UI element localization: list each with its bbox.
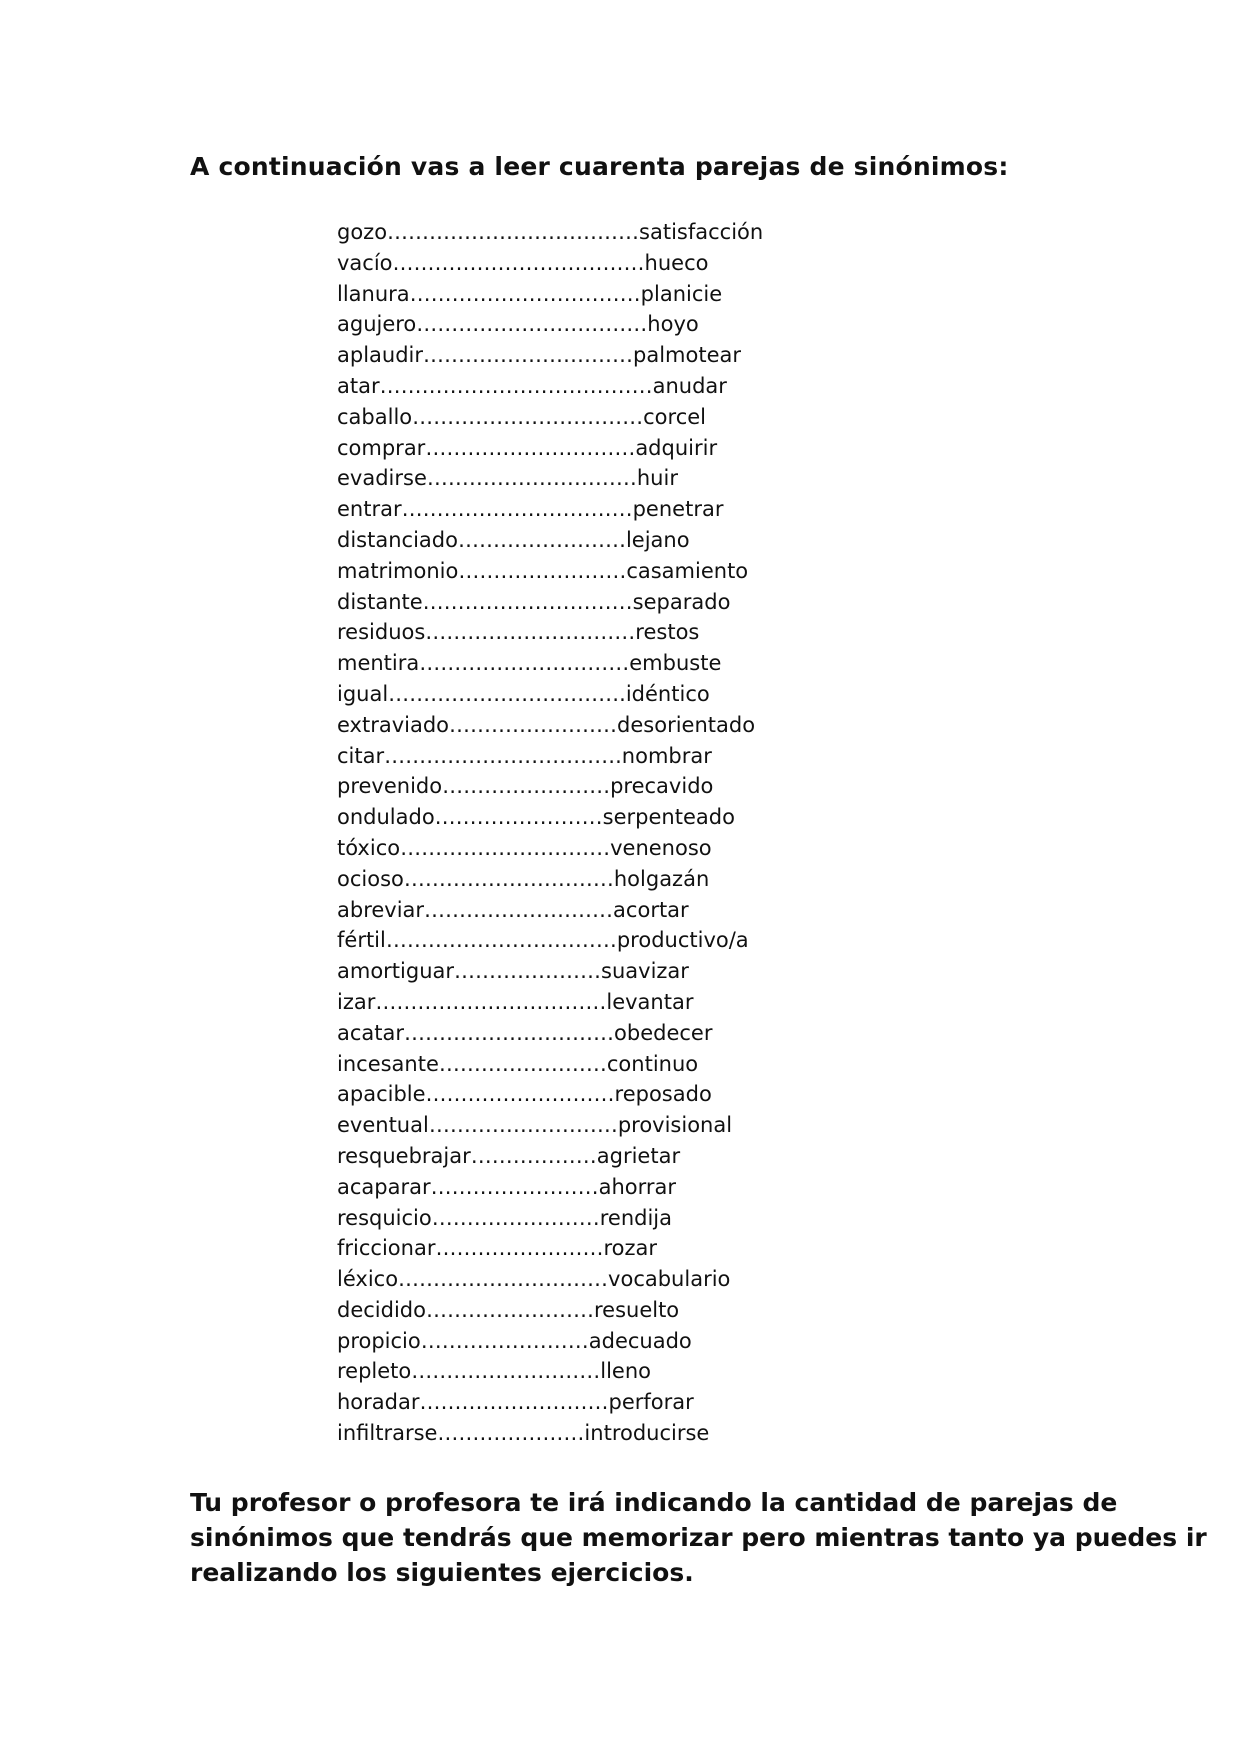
synonym-pair: eventual………………………provisional xyxy=(337,1113,733,1138)
closing-line: realizando los siguientes ejercicios. xyxy=(190,1558,694,1587)
synonym-pair: ocioso…………………………holgazán xyxy=(337,866,710,891)
synonym-pair: resquebrajar………………agrietar xyxy=(337,1143,681,1168)
synonym-pair: fértil……………………………productivo/a xyxy=(337,928,749,953)
synonym-pair: residuos…………………………restos xyxy=(337,620,700,645)
synonym-pair: llanura……………………………planicie xyxy=(337,281,723,306)
synonym-pair: comprar…………………………adquirir xyxy=(337,435,718,460)
synonym-pair: infiltrarse…………………introducirse xyxy=(337,1421,710,1446)
synonym-pair: friccionar……………………rozar xyxy=(337,1236,657,1261)
synonym-pair: incesante……………………continuo xyxy=(337,1051,699,1076)
synonym-pair: abreviar………………………acortar xyxy=(337,897,689,922)
closing-paragraph xyxy=(190,1485,1207,1590)
synonym-pair: vacío………………………………hueco xyxy=(337,250,709,275)
page-heading: A continuación vas a leer cuarenta parejas de sinónimos: xyxy=(190,152,1009,181)
synonym-pair: acaparar……………………ahorrar xyxy=(337,1174,677,1199)
synonym-pair: ondulado……………………serpenteado xyxy=(337,805,735,830)
synonym-pair: extraviado……………………desorientado xyxy=(337,712,756,737)
synonym-pair: agujero……………………………hoyo xyxy=(337,312,699,337)
synonym-pair: prevenido……………………precavido xyxy=(337,774,714,799)
synonym-pair: mentira…………………………embuste xyxy=(337,651,722,676)
synonym-pair: tóxico…………………………venenoso xyxy=(337,835,712,860)
synonym-pair: izar……………………………levantar xyxy=(337,989,694,1014)
synonym-pair: propicio……………………adecuado xyxy=(337,1328,692,1353)
synonym-pair-list xyxy=(337,217,763,1449)
synonym-pair: aplaudir…………………………palmotear xyxy=(337,343,742,368)
synonym-pair: decidido……………………resuelto xyxy=(337,1297,680,1322)
synonym-pair: matrimonio……………………casamiento xyxy=(337,558,749,583)
synonym-pair: distante…………………………separado xyxy=(337,589,731,614)
synonym-pair: horadar………………………perforar xyxy=(337,1390,694,1415)
synonym-pair: acatar…………………………obedecer xyxy=(337,1020,713,1045)
synonym-pair: apacible………………………reposado xyxy=(337,1082,712,1107)
synonym-pair: caballo……………………………corcel xyxy=(337,404,706,429)
synonym-pair: distanciado……………………lejano xyxy=(337,527,690,552)
synonym-pair: resquicio……………………rendija xyxy=(337,1205,673,1230)
synonym-pair: repleto………………………lleno xyxy=(337,1359,652,1384)
synonym-pair: evadirse…………………………huir xyxy=(337,466,678,491)
synonym-pair: amortiguar…………………suavizar xyxy=(337,959,689,984)
synonym-pair: entrar……………………………penetrar xyxy=(337,497,724,522)
closing-line: sinónimos que tendrás que memorizar pero mientras tanto ya puedes ir xyxy=(190,1523,1207,1552)
synonym-pair: igual…………………………….idéntico xyxy=(337,681,710,706)
synonym-pair: léxico…………………………vocabulario xyxy=(337,1267,731,1292)
synonym-pair: citar…………………………….nombrar xyxy=(337,743,712,768)
synonym-pair: gozo………………………………satisfacción xyxy=(337,220,764,244)
synonym-pair: atar…………………………………anudar xyxy=(337,373,727,398)
closing-line: Tu profesor o profesora te irá indicando la cantidad de parejas de xyxy=(190,1488,1118,1517)
